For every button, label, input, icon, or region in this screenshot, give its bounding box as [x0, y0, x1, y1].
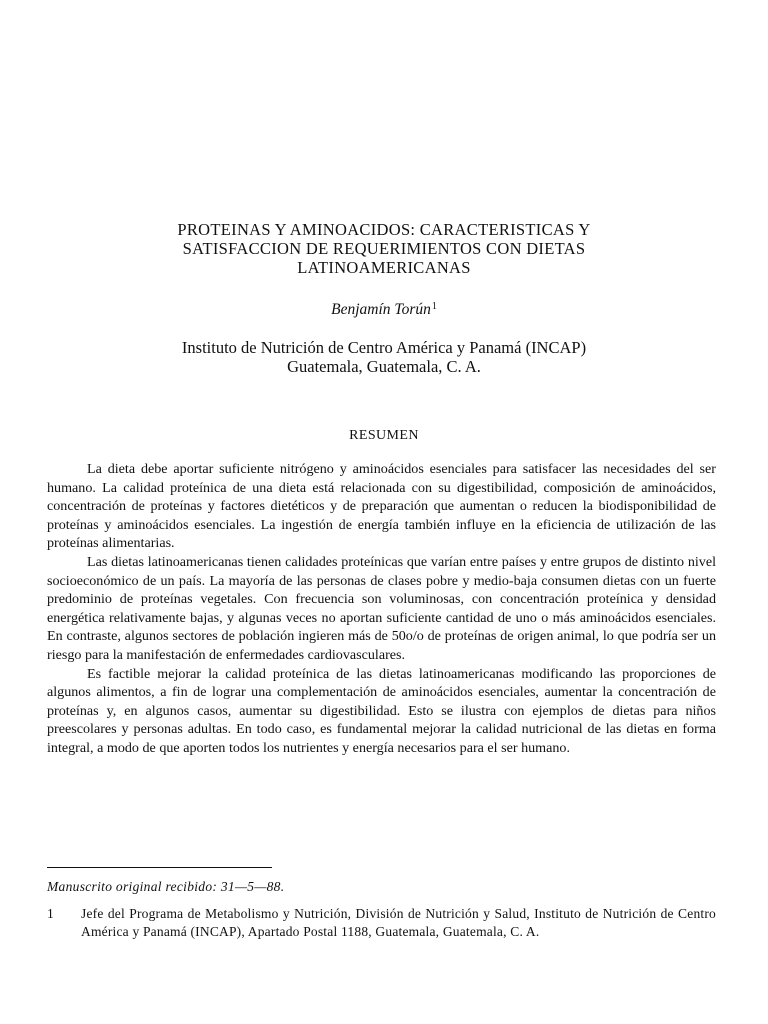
footnote-divider [47, 867, 272, 868]
affiliation-line: Guatemala, Guatemala, C. A. [287, 357, 481, 376]
author-line [60, 298, 708, 319]
affiliation [60, 338, 708, 376]
abstract-paragraph: Las dietas latinoamericanas tienen calidades proteínicas que varían entre países y entre grupos de distinto nivel socioeconómico de un país. La mayoría de las personas de clases pobre y medio-baja consumen dietas con un fuerte predominio de proteínas vegetales. Con frecuencia son voluminosas, con concentración proteínica y densidad energética relativamente bajas, y algunas veces no aportan suficiente cantidad de uno o más aminoácidos esenciales. En contraste, algunos sectores de población ingieren más de 50o/o de proteínas de origen animal, lo que podría ser un riesgo para la manifestación de enfermedades cardiovasculares. [47, 553, 716, 663]
abstract-heading: RESUMEN [349, 428, 419, 443]
footnote-text: Jefe del Programa de Metabolismo y Nutrición, División de Nutrición y Salud, Instituto de Nutrición de Centro América y Panamá (INCAP), Apartado Postal 1188, Guatemala, Guatemala, C. A. [81, 906, 716, 939]
title-line: PROTEINAS Y AMINOACIDOS: CARACTERISTICAS Y [177, 220, 591, 239]
abstract-paragraph: Es factible mejorar la calidad proteínica de las dietas latinoamericanas modificando las proporciones de algunos alimentos, a fin de lograr una complementación de aminoácidos esenciales, aumentar la concentración de proteínas y, en algunos casos, aumentar su digestibilidad. Esto se ilustra con ejemplos de dietas para niños preescolares y personas adultas. En todo caso, es fundamental mejorar la calidad nutricional de las dietas en forma integral, a modo de que aporten todos los nutrientes y energía necesarios para el ser humano. [47, 665, 716, 756]
title-line: SATISFACCION DE REQUERIMIENTOS CON DIETAS [182, 239, 586, 258]
abstract-paragraph: La dieta debe aportar suficiente nitrógeno y aminoácidos esenciales para satisfacer las necesidades del ser humano. La calidad proteínica de una dieta está relacionada con su digestibilidad, composición de aminoácidos, concentración de proteínas y factores dietéticos y de preparación que aumentan o reducen la biodisponibilidad de proteínas y aminoácidos esenciales. La ingestión de energía también influye en la eficiencia de utilización de las proteínas alimentarias. [47, 461, 716, 552]
affiliation-line: Instituto de Nutrición de Centro América y Panamá (INCAP) [181, 338, 587, 357]
footnote-number: 1 [47, 906, 54, 921]
paper-title [60, 220, 708, 277]
manuscript-received-note: Manuscrito original recibido: 31—5—88. [47, 879, 285, 894]
author-footnote-marker: 1 [431, 301, 437, 312]
title-line: LATINOAMERICANAS [297, 258, 471, 277]
footnote [47, 905, 716, 941]
abstract-body [47, 460, 716, 758]
author-name: Benjamín Torún [331, 301, 431, 318]
